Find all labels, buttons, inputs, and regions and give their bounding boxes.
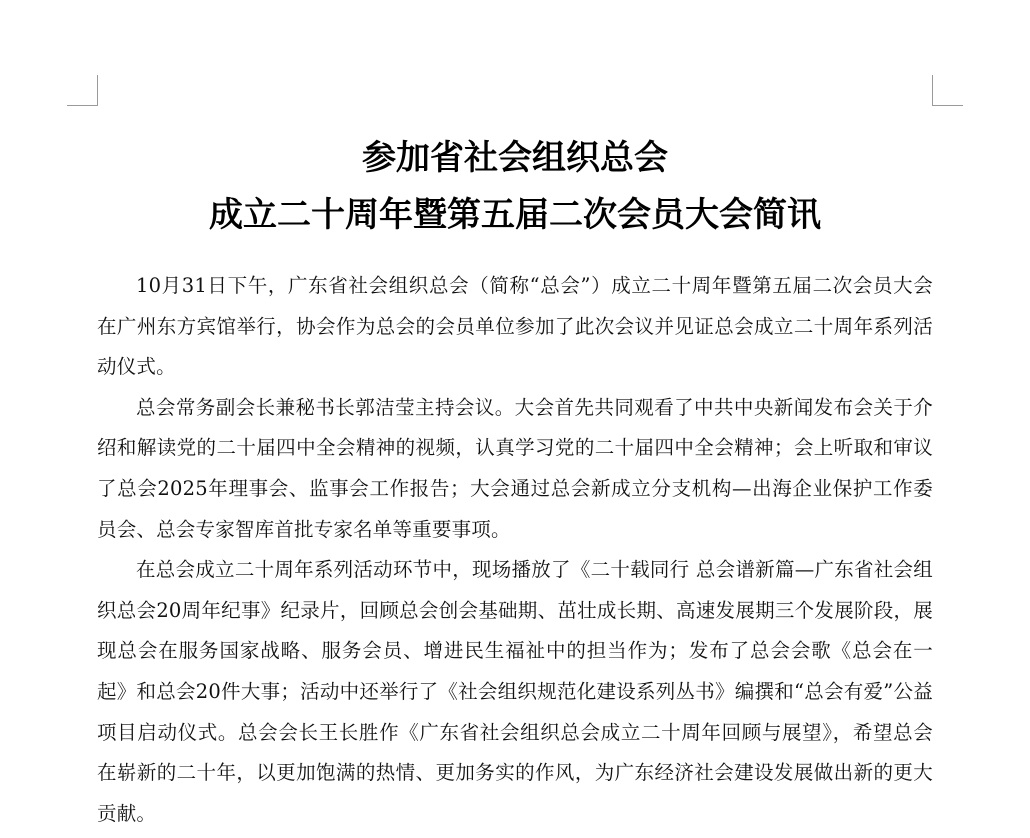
margin-corner-mark-top-left bbox=[67, 75, 98, 106]
paragraph-3: 在总会成立二十周年系列活动环节中，现场播放了《二十载同行 总会谱新篇—广东省社会组织总会20周年纪事》纪录片，回顾总会创会基础期、茁壮成长期、高速发展期三个发展阶段，展现总会在服务国家战略、服务会员、增进民生福祉中的担当作为；发布了总会会歌《总会在一起》和总会20件大事；活动中还举行了《社会组织规范化建设系列丛书》编撰和“总会有爱”公益项目启动仪式。总会会长王长胜作《广东省社会组织总会成立二十周年回顾与展望》，希望总会在崭新的二十年，以更加饱满的热情、更加务实的作风，为广东经济社会建设发展做出新的更大贡献。 bbox=[97, 558, 933, 825]
margin-corner-mark-top-right bbox=[932, 75, 963, 106]
document-title-line-1: 参加省社会组织总会 bbox=[362, 138, 668, 178]
document-title-line-2: 成立二十周年暨第五届二次会员大会简讯 bbox=[209, 195, 821, 235]
paragraph-1: 10月31日下午，广东省社会组织总会（简称“总会”）成立二十周年暨第五届二次会员大会在广州东方宾馆举行，协会作为总会的会员单位参加了此次会议并见证总会成立二十周年系列活动仪式。 bbox=[97, 274, 933, 379]
paragraph-2: 总会常务副会长兼秘书长郭洁莹主持会议。大会首先共同观看了中共中央新闻发布会关于介绍和解读党的二十届四中全会精神的视频，认真学习党的二十届四中全会精神；会上听取和审议了总会2025年理事会、监事会工作报告；大会通过总会新成立分支机构—出海企业保护工作委员会、总会专家智库首批专家名单等重要事项。 bbox=[97, 395, 933, 541]
document-body bbox=[97, 266, 933, 834]
